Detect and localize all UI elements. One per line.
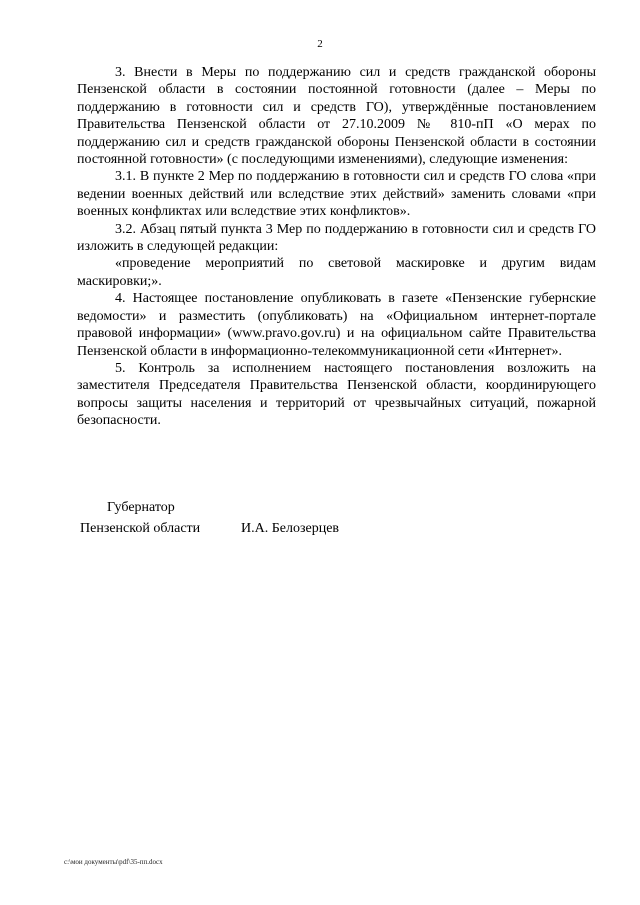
paragraph-item-4: 4. Настоящее постановление опубликовать в газете «Пензенские губернские ведомости» и разместить (опубликовать) на «Официальном интернет-портале правовой информации» (www.pravo.gov.ru) и на официальном сайте Правительства Пензенской области в информационно-телекоммуникационной сети «Интернет». (77, 291, 596, 359)
paragraph-item-3: 3. Внести в Меры по поддержанию сил и средств гражданской обороны Пензенской области в состоянии постоянной готовности (далее – Меры по поддержанию в готовности сил и средств ГО), утверждённые постановлением Правительства Пензенской области от 27.10.2009 № 810-пП «О мерах по поддержанию сил и средств гражданской обороны Пензенской области в состоянии постоянной готовности» (с последующими изменениями), следующие изменения: (77, 65, 596, 168)
footer-file-path: c:\мои документы\pdf\35-пп.docx (64, 858, 163, 866)
page-number: 2 (317, 38, 323, 50)
signatory-title-line1: Губернатор (107, 500, 175, 515)
paragraph-quote: «проведение мероприятий по световой маскировке и другим видам маскировки;». (77, 256, 596, 289)
paragraph-item-3-2: 3.2. Абзац пятый пункта 3 Мер по поддержанию в готовности сил и средств ГО изложить в следующей редакции: (77, 221, 596, 255)
signatory-title-line2: Пензенской области (80, 521, 201, 536)
document-body (77, 64, 596, 430)
paragraph-item-5: 5. Контроль за исполнением настоящего постановления возложить на заместителя Председателя Правительства Пензенской области, координирующего вопросы защиты населения и территорий от чрезвычайных ситуаций, пожарной безопасности. (77, 360, 596, 429)
paragraph-item-3-1: 3.1. В пункте 2 Мер по поддержанию в готовности сил и средств ГО слова «при ведении военных действий или вследствие этих действий» заменить словами «при военных конфликтах или вследствие этих конфликтов». (77, 169, 596, 220)
signatory-name: И.А. Белозерцев (241, 521, 340, 536)
